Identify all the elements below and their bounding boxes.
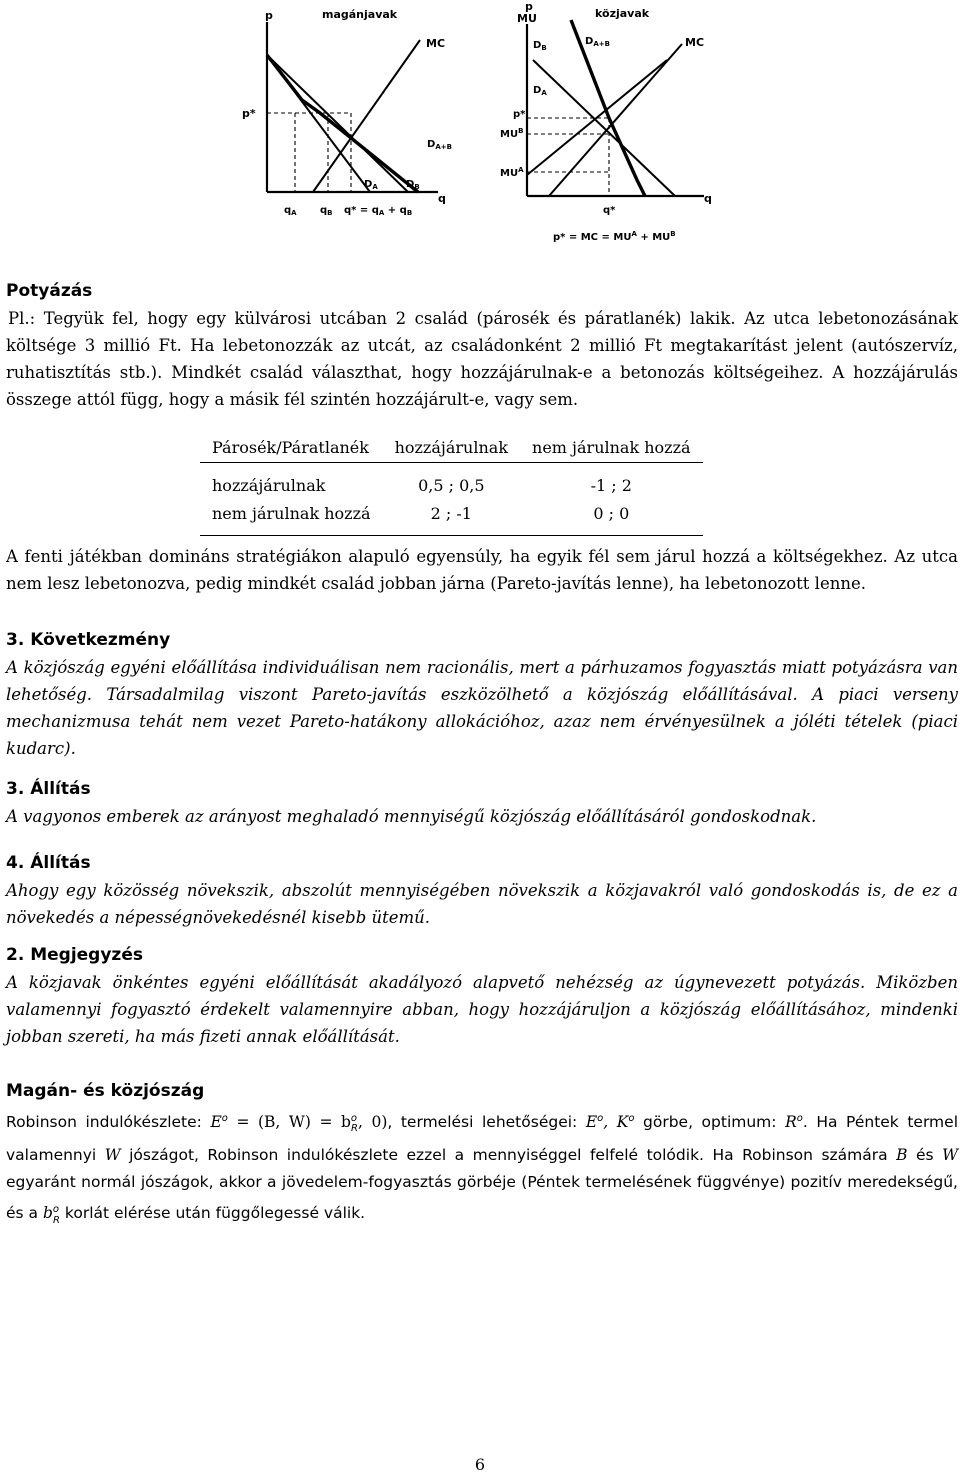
- claim-3-title: 3. Állítás: [6, 779, 91, 799]
- payoff-header-cell: hozzájárulnak: [383, 432, 520, 463]
- section-remark-2: [6, 942, 958, 1050]
- qstar-tick-label: q*: [603, 205, 616, 216]
- payoff-table: [200, 432, 703, 536]
- free-riding-example: [6, 305, 958, 413]
- consequence-3-text: A közjószág egyéni előállítása individuálisan nem racionális, mert a párhuzamos fogyasztás miatt potyázásra van lehetőség. Társadalmilag viszont Pareto-javítás eszközölhető a közjószág előállításával. A piaci verseny mechanizmusa tehát nem vezet Pareto-hatákony allokációhoz, azaz nem érvényesülnek a jóléti tételek (piaci kudarc).: [6, 658, 958, 758]
- payoff-cell: 0 ; 0: [520, 499, 703, 536]
- demand-b-line: [267, 55, 408, 192]
- payoff-cell: -1 ; 2: [590, 475, 632, 495]
- private-public-title: Magán- és közjószág: [6, 1081, 205, 1101]
- mc-label: MC: [685, 36, 705, 49]
- p-star-label: p*: [242, 107, 256, 120]
- qa-tick-label: $q_A$: [284, 205, 297, 217]
- payoff-header-row: [200, 432, 703, 463]
- figure-public-goods: [497, 0, 737, 250]
- section-claim-3: [6, 776, 958, 830]
- payoff-row-label: hozzájárulnak: [212, 475, 326, 495]
- equilibrium-caption: p* = MC = $MU^A + MU^B$: [553, 230, 676, 243]
- y-axis-label-p: p: [525, 0, 533, 13]
- consequence-3-title: 3. Következmény: [6, 630, 171, 650]
- demand-b-line: [533, 60, 675, 196]
- mc-label: MC: [426, 37, 446, 50]
- payoff-header-cell: nem járulnak hozzá: [520, 432, 703, 463]
- public-goods-diagram: [497, 0, 737, 250]
- private-public-text: Robinson indulókészlete: $E^o = (B$, $W) = b^o_R$, 0), termelési lehetőségei: $E^o$, $K^o$ görbe, optimum: $R^o$. Ha Péntek termel valamennyi W jószágot, Robinson indulókészlete ezzel a mennyiséggel felfelé tolódik. Ha Robinson számára B és W egyaránt normál jószágok, akkor a jövedelem-fogyasztás görbéje (Péntek termelésének függvénye) pozitív meredekségű, és a $b^o_R$ korlát elérése után függőlegessé válik.: [6, 1113, 958, 1226]
- da-label: $D_A$: [533, 85, 547, 97]
- claim-4-title: 4. Állítás: [6, 853, 91, 873]
- remark-2-title: 2. Megjegyzés: [6, 945, 143, 965]
- figure-title: magánjavak: [322, 8, 398, 21]
- payoff-header-cell: Párosék/Páratlanék: [200, 432, 383, 463]
- section-consequence-3: [6, 627, 958, 762]
- x-axis-label: q: [438, 192, 446, 205]
- section-free-riding: [6, 278, 958, 413]
- claim-3-text: A vagyonos emberek az arányost meghaladó mennyiségű közjószág előállításáról gondoskodnak.: [6, 807, 817, 826]
- db-label: $D_B$: [406, 179, 420, 191]
- free-riding-example-text: Pl.: Tegyük fel, hogy egy külvárosi utcában 2 család (párosék és páratlanék) lakik. Az utca lebetonozásának költsége 3 millió Ft. Ha lebetonozzák az utcát, az családonként 2 millió Ft megtakarítást jelent (autószervíz, ruhatisztítás stb.). Mindkét család választhat, hogy hozzájárulnak-e a betonozás költségeihez. A hozzájárulás összege attól függ, hogy a másik fél szintén hozzájárult-e, vagy sem.: [6, 309, 958, 409]
- section-claim-4: [6, 850, 958, 931]
- payoff-row-label: nem járulnak hozzá: [200, 499, 383, 536]
- payoff-row: [200, 499, 703, 536]
- qstar-tick-label: $q* = q_A + q_B$: [344, 205, 413, 217]
- figure-title: közjavak: [595, 7, 650, 20]
- figure-private-goods: [240, 0, 480, 230]
- mub-label: $MU^B$: [500, 127, 524, 140]
- payoff-cell: 0,5 ; 0,5: [418, 475, 485, 495]
- marginal-cost-line: [549, 44, 682, 196]
- equilibrium-paragraph: [6, 543, 958, 597]
- dab-label: $D_{A+B}$: [427, 139, 452, 151]
- equilibrium-text: A fenti játékban domináns stratégiákon alapuló egyensúly, ha egyik fél sem járul hozzá a költségekhez. Az utca nem lesz lebetonozva, pedig mindkét család jobban járna (Pareto-javítás lenne), ha lebetonozott lenne.: [6, 547, 958, 593]
- qb-tick-label: $q_B$: [320, 205, 333, 217]
- section-private-public-goods: [6, 1078, 958, 1234]
- dab-label: $D_{A+B}$: [585, 36, 610, 48]
- page-number: 6: [474, 1455, 486, 1474]
- payoff-row: [200, 463, 703, 500]
- private-goods-diagram: [240, 0, 480, 230]
- y-axis-label-mu: MU: [517, 12, 537, 25]
- mua-label: $MU^A$: [500, 166, 524, 179]
- section-title-free-riding: Potyázás: [6, 281, 93, 301]
- remark-2-text: A közjavak önkéntes egyéni előállítását akadályozó alapvető nehézség az úgynevezett potyázás. Miközben valamennyi fogyasztó érdekelt valamennyire abban, hogy hozzájáruljon a közjószág előállításához, mindenki jobban szereti, ha más fizeti annak előállítását.: [6, 973, 958, 1046]
- y-axis-label: p: [265, 9, 273, 22]
- p-star-label: p*: [513, 109, 526, 120]
- x-axis-label: q: [704, 192, 712, 205]
- db-label: $D_B$: [533, 40, 547, 52]
- da-label: $D_A$: [364, 179, 378, 191]
- claim-4-text: Ahogy egy közösség növekszik, abszolút mennyiségében növekszik a közjavakról való gondoskodás is, de ez a növekedés a népességnövekedésnél kisebb ütemű.: [6, 881, 958, 927]
- payoff-cell: 2 ; -1: [383, 499, 520, 536]
